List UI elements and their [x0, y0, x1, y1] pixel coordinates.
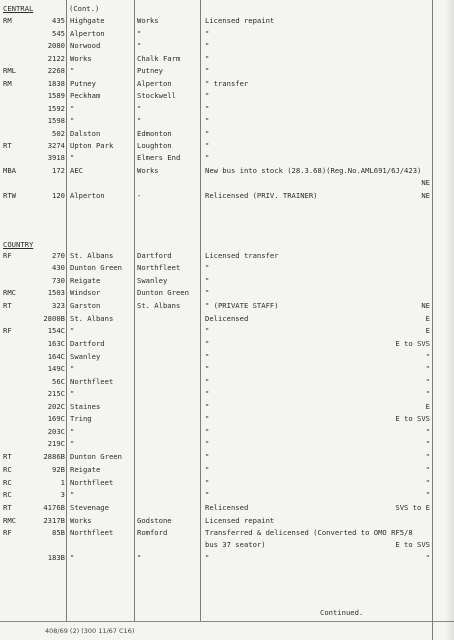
fleet-class: RT — [3, 503, 12, 512]
status-code: E — [425, 402, 430, 411]
status-code: NE — [421, 191, 430, 200]
to-garage: Stockwell — [137, 91, 176, 100]
from-garage: " — [70, 326, 75, 335]
status-code: E — [425, 326, 430, 335]
from-garage: Highgate — [70, 16, 105, 25]
column-rule-2 — [134, 0, 135, 622]
fleet-number: 56C — [52, 377, 65, 386]
fleet-number: 215C — [47, 389, 65, 398]
status-code: E to SVS — [395, 540, 430, 549]
to-garage: Swanley — [137, 276, 168, 285]
from-garage: Northfleet — [70, 377, 114, 386]
remark: " — [205, 141, 210, 150]
remark: " — [205, 54, 210, 63]
from-garage: St. Albans — [70, 251, 114, 260]
fleet-number: 183B — [47, 553, 65, 562]
from-garage: " — [70, 389, 75, 398]
from-garage: " — [70, 104, 75, 113]
fleet-number: 3918 — [47, 153, 65, 162]
remark: " — [205, 66, 210, 75]
from-garage: Alperton — [70, 191, 105, 200]
fleet-number: 172 — [52, 166, 65, 175]
status-code: " — [425, 389, 430, 398]
fleet-number: 3274 — [47, 141, 65, 150]
from-garage: " — [70, 116, 75, 125]
from-garage: AEC — [70, 166, 83, 175]
fleet-class: RF — [3, 326, 12, 335]
to-garage: Dartford — [137, 251, 172, 260]
from-garage: Alperton — [70, 29, 105, 38]
remark: " transfer — [205, 79, 249, 88]
remark: Licensed repaint — [205, 16, 275, 25]
column-rule-4 — [432, 0, 433, 640]
continued-label: Continued. — [320, 608, 364, 617]
fleet-number: 730 — [52, 276, 65, 285]
to-garage: Putney — [137, 66, 163, 75]
fleet-number: 164C — [47, 352, 65, 361]
remark: " — [205, 427, 210, 436]
remark: " — [205, 414, 210, 423]
status-code: " — [425, 439, 430, 448]
column-rule-1 — [66, 0, 67, 622]
status-code: " — [425, 465, 430, 474]
from-garage: Works — [70, 516, 92, 525]
to-garage: Loughton — [137, 141, 172, 150]
fleet-class: RM — [3, 16, 12, 25]
fleet-class: RTW — [3, 191, 16, 200]
bottom-rule — [0, 621, 454, 622]
fleet-number: 2268 — [47, 66, 65, 75]
from-garage: " — [70, 153, 75, 162]
from-garage: Northfleet — [70, 528, 114, 537]
remark: bus 37 seator) — [205, 540, 266, 549]
fleet-class: RMC — [3, 288, 16, 297]
status-code: " — [425, 377, 430, 386]
form-code: 408/69 (2) (300 11/67 C16) — [45, 627, 135, 635]
from-garage: " — [70, 66, 75, 75]
remark: " — [205, 439, 210, 448]
from-garage: Putney — [70, 79, 96, 88]
fleet-number: 2800B — [43, 314, 65, 323]
remark: " — [205, 263, 210, 272]
remark: " — [205, 326, 210, 335]
fleet-number: 85B — [52, 528, 65, 537]
remark: " — [205, 452, 210, 461]
to-garage: Alperton — [137, 79, 172, 88]
remark: " — [205, 377, 210, 386]
remark: " (PRIVATE STAFF) — [205, 301, 279, 310]
fleet-number: 1589 — [47, 91, 65, 100]
fleet-number: 435 — [52, 16, 65, 25]
column-rule-3 — [200, 0, 201, 622]
from-garage: Tring — [70, 414, 92, 423]
fleet-number: 163C — [47, 339, 65, 348]
fleet-number: 323 — [52, 301, 65, 310]
fleet-number: 1 — [60, 478, 65, 487]
from-garage: Staines — [70, 402, 101, 411]
fleet-class: RC — [3, 490, 12, 499]
remark: Licensed transfer — [205, 251, 279, 260]
fleet-number: 502 — [52, 129, 65, 138]
to-garage: Northfleet — [137, 263, 181, 272]
remark: Relicensed (PRIV. TRAINER) — [205, 191, 318, 200]
from-garage: Stevenage — [70, 503, 109, 512]
to-garage: Romford — [137, 528, 168, 537]
remark: " — [205, 276, 210, 285]
remark: " — [205, 553, 210, 562]
fleet-class: RC — [3, 465, 12, 474]
remark: New bus into stock (28.3.68)(Reg.No.AML691/6J/423) — [205, 166, 422, 175]
fleet-number: 270 — [52, 251, 65, 260]
from-garage: " — [70, 490, 75, 499]
remark: " — [205, 129, 210, 138]
fleet-number: 219C — [47, 439, 65, 448]
fleet-class: RT — [3, 452, 12, 461]
from-garage: Dunton Green — [70, 263, 122, 272]
fleet-number: 3 — [60, 490, 65, 499]
fleet-class: RT — [3, 141, 12, 150]
status-code: " — [425, 478, 430, 487]
status-code: " — [425, 490, 430, 499]
remark: " — [205, 116, 210, 125]
status-code: NE — [421, 178, 430, 187]
to-garage: Edmonton — [137, 129, 172, 138]
fleet-number: 154C — [47, 326, 65, 335]
fleet-class: RC — [3, 478, 12, 487]
from-garage: St. Albans — [70, 314, 114, 323]
status-code: " — [425, 452, 430, 461]
fleet-number: 1598 — [47, 116, 65, 125]
to-garage: Works — [137, 16, 159, 25]
fleet-class: RM — [3, 79, 12, 88]
to-garage: Elmers End — [137, 153, 181, 162]
fleet-number: 2122 — [47, 54, 65, 63]
fleet-number: 2080 — [47, 41, 65, 50]
fleet-number: 1838 — [47, 79, 65, 88]
remark: " — [205, 465, 210, 474]
from-garage: Windsor — [70, 288, 101, 297]
fleet-number: 4176B — [43, 503, 65, 512]
to-garage: " — [137, 116, 142, 125]
remark: Relicensed — [205, 503, 249, 512]
from-garage: " — [70, 364, 75, 373]
status-code: E — [425, 314, 430, 323]
remark: " — [205, 364, 210, 373]
from-garage: " — [70, 427, 75, 436]
to-garage: " — [137, 41, 142, 50]
fleet-number: 92B — [52, 465, 65, 474]
from-garage: Reigate — [70, 465, 101, 474]
remark: " — [205, 153, 210, 162]
remark: " — [205, 352, 210, 361]
remark: " — [205, 104, 210, 113]
fleet-class: MBA — [3, 166, 16, 175]
from-garage: Swanley — [70, 352, 101, 361]
fleet-class: RT — [3, 301, 12, 310]
status-code: E to SVS — [395, 414, 430, 423]
fleet-number: 2886B — [43, 452, 65, 461]
fleet-class: RML — [3, 66, 16, 75]
status-code: " — [425, 427, 430, 436]
status-code: " — [425, 352, 430, 361]
to-garage: " — [137, 553, 142, 562]
from-garage: Garston — [70, 301, 101, 310]
fleet-number: 202C — [47, 402, 65, 411]
fleet-number: 203C — [47, 427, 65, 436]
fleet-class: RF — [3, 528, 12, 537]
remark: " — [205, 490, 210, 499]
from-garage: " — [70, 439, 75, 448]
to-garage: Works — [137, 166, 159, 175]
remark: " — [205, 41, 210, 50]
remark: " — [205, 91, 210, 100]
to-garage: " — [137, 104, 142, 113]
fleet-number: 2317B — [43, 516, 65, 525]
fleet-number: 1592 — [47, 104, 65, 113]
page-edge-shadow — [444, 0, 454, 640]
remark: " — [205, 288, 210, 297]
section-title-country: COUNTRY — [3, 240, 34, 249]
to-garage: Chalk Farm — [137, 54, 181, 63]
from-garage: Dunton Green — [70, 452, 122, 461]
continued-marker: (Cont.) — [69, 4, 100, 13]
fleet-class: RF — [3, 251, 12, 260]
to-garage: St. Albans — [137, 301, 181, 310]
to-garage: Godstone — [137, 516, 172, 525]
status-code: SVS to E — [395, 503, 430, 512]
from-garage: Upton Park — [70, 141, 114, 150]
from-garage: " — [70, 553, 75, 562]
from-garage: Reigate — [70, 276, 101, 285]
remark: Transferred & delicensed (Converted to OMO RF5/8 — [205, 528, 413, 537]
from-garage: Works — [70, 54, 92, 63]
section-title-central: CENTRAL — [3, 4, 34, 13]
remark: " — [205, 29, 210, 38]
from-garage: Northfleet — [70, 478, 114, 487]
to-garage: " — [137, 29, 142, 38]
remark: " — [205, 389, 210, 398]
status-code: " — [425, 553, 430, 562]
fleet-number: 169C — [47, 414, 65, 423]
status-code: " — [425, 364, 430, 373]
remark: " — [205, 478, 210, 487]
fleet-class: RMC — [3, 516, 16, 525]
remark: Delicensed — [205, 314, 249, 323]
to-garage: - — [137, 191, 142, 200]
remark: " — [205, 339, 210, 348]
from-garage: Dartford — [70, 339, 105, 348]
status-code: NE — [421, 301, 430, 310]
status-code: E to SVS — [395, 339, 430, 348]
from-garage: Norwood — [70, 41, 101, 50]
fleet-number: 1503 — [47, 288, 65, 297]
from-garage: Peckham — [70, 91, 101, 100]
fleet-number: 545 — [52, 29, 65, 38]
fleet-number: 120 — [52, 191, 65, 200]
remark: " — [205, 402, 210, 411]
fleet-number: 430 — [52, 263, 65, 272]
from-garage: Dalston — [70, 129, 101, 138]
fleet-number: 149C — [47, 364, 65, 373]
to-garage: Dunton Green — [137, 288, 189, 297]
remark: Licensed repaint — [205, 516, 275, 525]
